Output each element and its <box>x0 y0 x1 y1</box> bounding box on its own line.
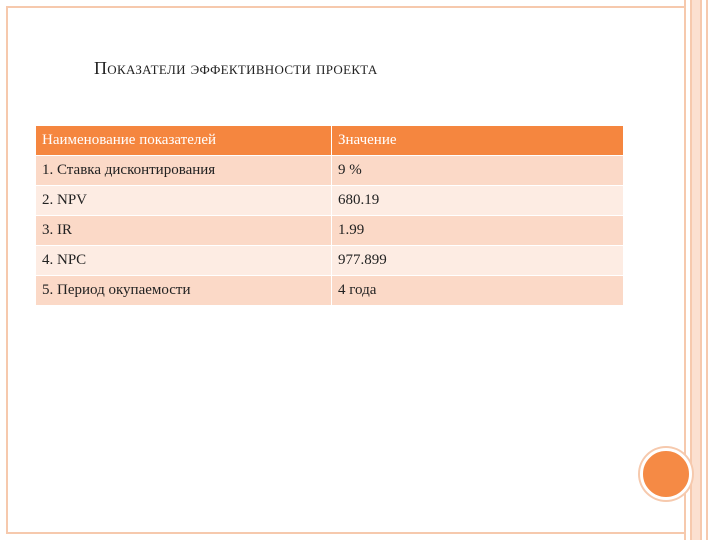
indicator-name: 4. NPC <box>36 246 332 276</box>
slide-title: Показатели эффективности проекта <box>94 58 378 78</box>
indicator-value: 680.19 <box>332 186 624 216</box>
table-header-row <box>36 126 624 156</box>
indicator-value: 977.899 <box>332 246 624 276</box>
table-row <box>36 246 624 276</box>
indicator-name: 5. Период окупаемости <box>36 276 332 306</box>
frame-bottom-line <box>6 532 686 534</box>
decorative-circle <box>640 448 692 500</box>
decorative-bar-middle <box>690 0 702 540</box>
table-row <box>36 216 624 246</box>
table-row <box>36 276 624 306</box>
indicator-name: 1. Ставка дисконтирования <box>36 156 332 186</box>
indicator-value: 9 % <box>332 156 624 186</box>
frame-top-line <box>6 6 686 8</box>
frame-left-line <box>6 6 8 534</box>
indicator-value: 4 года <box>332 276 624 306</box>
indicator-name: 2. NPV <box>36 186 332 216</box>
indicators-table <box>36 126 624 306</box>
table-row <box>36 186 624 216</box>
decorative-bar-right <box>706 0 708 540</box>
indicator-value: 1.99 <box>332 216 624 246</box>
header-value: Значение <box>332 126 624 156</box>
table-row <box>36 156 624 186</box>
indicator-name: 3. IR <box>36 216 332 246</box>
header-name: Наименование показателей <box>36 126 332 156</box>
